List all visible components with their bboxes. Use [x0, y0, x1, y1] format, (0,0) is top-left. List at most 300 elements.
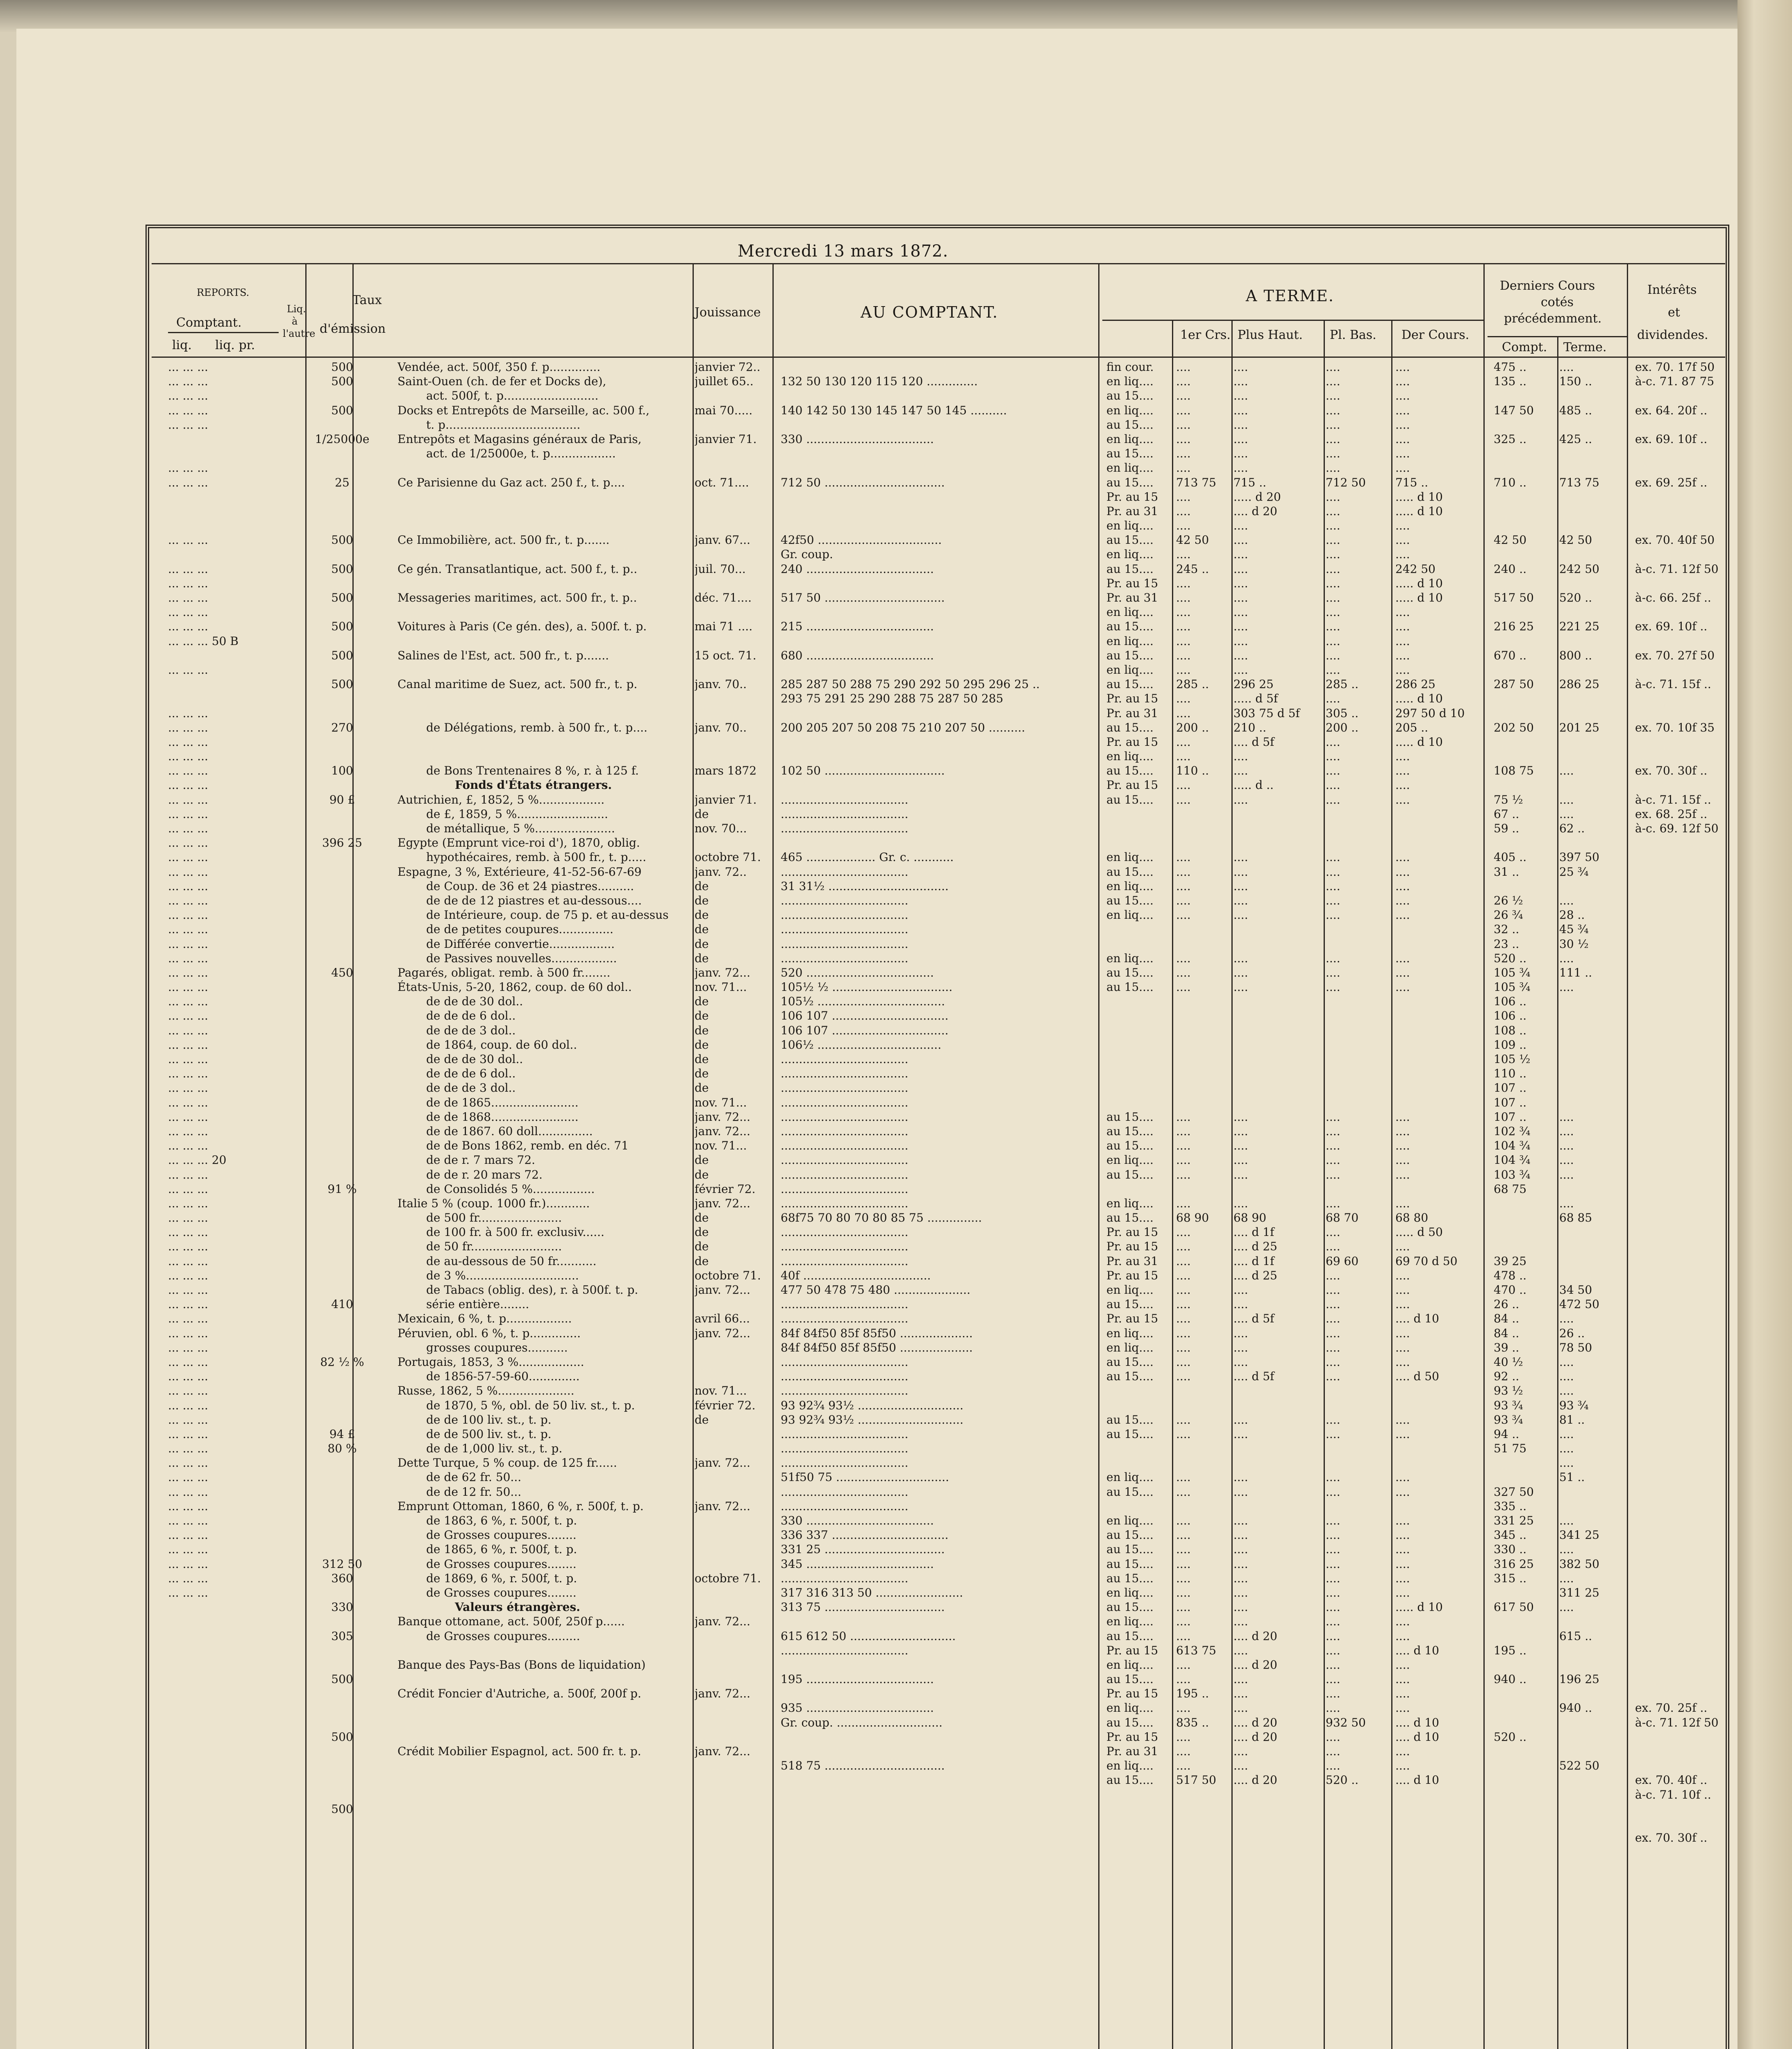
table-cell: [1635, 1023, 1731, 1038]
table-cell: oct. 71....: [695, 475, 749, 489]
table-cell: ....: [1395, 1615, 1410, 1629]
table-cell: [1233, 1182, 1324, 1196]
table-cell: au 15....: [1106, 1629, 1154, 1643]
table-cell: [781, 504, 1088, 518]
table-cell: [1559, 1225, 1625, 1239]
table-cell: 465 ................... Gr. c. ...........: [781, 850, 954, 864]
table-cell: ....: [1233, 648, 1248, 662]
table-cell: ....: [1176, 605, 1191, 619]
table-cell: au 15....: [1106, 389, 1154, 403]
table-cell: [695, 1629, 772, 1643]
table-cell: de: [695, 1413, 709, 1427]
table-cell: [1494, 663, 1555, 677]
table-cell: au 15....: [1106, 620, 1154, 634]
table-cell: ....: [1233, 663, 1248, 677]
table-cell: Saint-Ouen (ch. de fer et Docks de),: [397, 375, 606, 388]
header-terme: Terme.: [1563, 340, 1607, 354]
table-cell: ....: [1395, 1759, 1410, 1773]
table-cell: [1233, 1081, 1324, 1095]
table-cell: [695, 461, 772, 475]
table-cell: Pr. au 15: [1106, 1240, 1158, 1254]
table-cell: 103 ¾: [1494, 1168, 1531, 1181]
table-cell: [397, 1730, 703, 1744]
table-cell: [1395, 1066, 1481, 1081]
table-cell: 680 ...................................: [781, 648, 934, 662]
table-cell: [781, 706, 1088, 720]
table-cell: [397, 1715, 703, 1730]
table-cell: ....: [1326, 1283, 1340, 1297]
table-cell: de: [695, 1052, 709, 1066]
terme-subheader-rule: [1102, 320, 1483, 321]
table-cell: [1559, 778, 1625, 792]
table-cell: [1635, 605, 1731, 619]
table-cell: ....: [1233, 1124, 1248, 1138]
table-cell: [1559, 1066, 1625, 1081]
table-cell: ....: [1326, 965, 1340, 979]
comptant-subheader-rule: [168, 332, 279, 333]
table-cell: ...................................: [781, 1182, 908, 1196]
table-cell: ....: [1326, 634, 1340, 648]
table-cell: 311 25: [1559, 1586, 1599, 1599]
table-cell: [695, 1441, 772, 1456]
table-cell: 94 ..: [1494, 1427, 1519, 1441]
table-cell: ....: [1326, 951, 1340, 965]
table-cell: ...................................: [781, 1456, 908, 1470]
table-cell: 477 50 478 75 480 .....................: [781, 1283, 970, 1297]
table-cell: ....: [1395, 1110, 1410, 1124]
table-cell: en liq....: [1106, 750, 1154, 763]
table-cell: ....: [1176, 1355, 1191, 1369]
table-cell: 410: [331, 1297, 353, 1311]
table-cell: [1559, 1485, 1625, 1499]
table-cell: [309, 1658, 375, 1672]
table-cell: ....: [1233, 1687, 1248, 1701]
table-cell: [781, 576, 1088, 591]
table-cell: [1559, 1730, 1625, 1744]
table-cell: [1395, 1398, 1481, 1413]
table-cell: Crédit Foncier d'Autriche, a. 500f, 200f p.: [397, 1687, 641, 1701]
table-cell: [1635, 865, 1731, 879]
header-liq: liq.: [172, 338, 192, 352]
table-cell: 84f 84f50 85f 85f50 ....................: [781, 1340, 973, 1354]
table-cell: ....: [1326, 1701, 1340, 1715]
table-cell: ..... d 10: [1395, 490, 1443, 504]
table-cell: de de 500 liv. st., t. p.: [426, 1427, 552, 1441]
table-cell: 106½ ..................................: [781, 1038, 942, 1052]
table-cell: [1559, 1081, 1625, 1095]
table-cell: [168, 446, 299, 461]
table-cell: ....: [1559, 1196, 1574, 1210]
table-cell: 670 ..: [1494, 648, 1527, 662]
table-cell: [1326, 1023, 1389, 1038]
table-cell: 93 ¾: [1559, 1398, 1589, 1412]
table-cell: [1326, 922, 1389, 936]
table-cell: ... ... ...: [168, 533, 208, 547]
table-cell: ....: [1326, 403, 1340, 417]
table-cell: ....: [1395, 1672, 1410, 1686]
table-cell: ....: [1559, 807, 1574, 821]
table-cell: ... ... ...: [168, 403, 208, 417]
table-cell: ....: [1559, 1312, 1574, 1326]
table-cell: 303 75 d 5f: [1233, 706, 1300, 720]
table-cell: 26 ..: [1559, 1326, 1585, 1340]
table-cell: 270: [331, 720, 353, 734]
table-cell: [1395, 1182, 1481, 1196]
table-cell: [1635, 980, 1731, 994]
table-cell: [1176, 1023, 1231, 1038]
table-cell: Docks et Entrepôts de Marseille, ac. 500 f.,: [397, 403, 650, 417]
table-cell: ex. 70. 27f 50: [1635, 648, 1715, 662]
table-cell: 518 75 .................................: [781, 1759, 945, 1773]
table-cell: Pagarés, obligat. remb. à 500 fr........: [397, 965, 611, 979]
table-cell: [309, 1311, 375, 1326]
table-cell: ....: [1395, 403, 1410, 417]
table-cell: 715 ..: [1395, 475, 1429, 489]
table-cell: [695, 576, 772, 591]
table-cell: ..... d 5f: [1233, 692, 1278, 706]
table-cell: [1559, 1658, 1625, 1672]
table-cell: ... ... ...: [168, 995, 208, 1009]
table-cell: 105½ ½ .................................: [781, 980, 953, 994]
table-cell: [1635, 850, 1731, 864]
table-cell: ....: [1233, 1485, 1248, 1499]
table-cell: [309, 1773, 375, 1787]
table-cell: [1106, 1066, 1172, 1081]
table-cell: [1559, 663, 1625, 677]
table-cell: [1559, 461, 1625, 475]
table-cell: [1635, 1413, 1731, 1427]
table-cell: [695, 418, 772, 432]
table-cell: [781, 749, 1088, 763]
table-cell: de 500 fr.......................: [426, 1211, 562, 1225]
table-cell: ....: [1176, 504, 1191, 518]
table-cell: ....: [1559, 1139, 1574, 1153]
table-cell: [1635, 1095, 1731, 1110]
table-cell: ....: [1395, 1168, 1410, 1181]
table-cell: 216 25: [1494, 620, 1534, 634]
table-cell: [1635, 1355, 1731, 1369]
table-cell: 242 50: [1395, 562, 1435, 576]
table-cell: 472 50: [1559, 1297, 1599, 1311]
table-cell: 42f50 ..................................: [781, 533, 942, 547]
table-cell: .... d 25: [1233, 1268, 1277, 1282]
table-cell: ....: [1559, 980, 1574, 994]
table-cell: [1233, 1441, 1324, 1456]
table-cell: Pr. au 15: [1106, 1312, 1158, 1326]
table-cell: ....: [1233, 1297, 1248, 1311]
table-cell: [1395, 821, 1481, 836]
table-cell: ....: [1395, 1297, 1410, 1311]
table-cell: ....: [1395, 965, 1410, 979]
table-cell: [1176, 937, 1231, 951]
table-cell: [397, 576, 703, 591]
table-cell: [397, 706, 703, 720]
table-cell: ....: [1395, 850, 1410, 864]
table-cell: ....: [1559, 1370, 1574, 1383]
table-cell: mai 70.....: [695, 403, 753, 417]
table-cell: [1233, 1095, 1324, 1110]
table-cell: de au-dessous de 50 fr...........: [426, 1254, 597, 1268]
table-cell: ....: [1176, 1268, 1191, 1282]
table-cell: 42 50: [1494, 533, 1527, 547]
table-cell: ....: [1176, 750, 1191, 763]
table-cell: [1326, 1182, 1389, 1196]
table-cell: 26 ½: [1494, 893, 1523, 907]
table-cell: [695, 1355, 772, 1369]
table-cell: 62 ..: [1559, 822, 1585, 835]
table-cell: de: [695, 893, 709, 907]
table-cell: [1494, 1701, 1555, 1715]
table-cell: 305: [331, 1629, 353, 1643]
table-cell: de de 1,000 liv. st., t. p.: [426, 1442, 563, 1456]
table-cell: au 15....: [1106, 1355, 1154, 1369]
table-cell: au 15....: [1106, 1413, 1154, 1427]
table-cell: [695, 1715, 772, 1730]
table-cell: ....: [1559, 893, 1574, 907]
table-cell: [695, 446, 772, 461]
table-cell: [309, 547, 375, 561]
table-cell: [309, 1413, 375, 1427]
table-cell: [397, 504, 703, 518]
table-cell: ....: [1395, 1745, 1410, 1758]
table-cell: [1395, 937, 1481, 951]
table-cell: 520 ...................................: [781, 965, 934, 979]
table-cell: ... ... ...: [168, 1528, 208, 1542]
table-cell: ....: [1176, 1326, 1191, 1340]
table-cell: 315 ..: [1494, 1571, 1527, 1585]
table-cell: 382 50: [1559, 1557, 1599, 1571]
table-cell: ....: [1326, 1225, 1340, 1239]
table-cell: [1635, 1600, 1731, 1614]
table-cell: ... ... ...: [168, 1326, 208, 1340]
table-cell: 32 ..: [1494, 922, 1519, 936]
table-cell: ....: [1326, 418, 1340, 432]
table-cell: 45 ¾: [1559, 922, 1589, 936]
table-cell: [1395, 922, 1481, 936]
table-cell: au 15....: [1106, 980, 1154, 994]
table-cell: [1106, 1456, 1172, 1470]
table-cell: de: [695, 937, 709, 951]
table-cell: [309, 1499, 375, 1513]
table-cell: 23 ..: [1494, 937, 1519, 951]
table-cell: hypothécaires, remb. à 500 fr., t. p.....: [426, 850, 646, 864]
table-cell: octobre 71.: [695, 850, 761, 864]
table-cell: ....: [1326, 1600, 1340, 1614]
table-cell: ....: [1395, 533, 1410, 547]
table-cell: ....: [1233, 764, 1248, 778]
table-cell: ....: [1395, 1629, 1410, 1643]
table-cell: 450: [331, 965, 353, 979]
table-cell: 34 50: [1559, 1283, 1592, 1297]
table-cell: ....: [1176, 461, 1191, 475]
table-cell: [309, 1066, 375, 1081]
table-cell: ....: [1176, 1340, 1191, 1354]
table-cell: ....: [1233, 1586, 1248, 1599]
table-cell: ex. 70. 40f 50: [1635, 533, 1715, 547]
table-cell: [1635, 576, 1731, 591]
table-cell: 68 85: [1559, 1211, 1592, 1225]
table-cell: [1395, 1052, 1481, 1066]
table-cell: [309, 1168, 375, 1182]
table-cell: [1559, 490, 1625, 504]
table-cell: ex. 68. 25f ..: [1635, 807, 1708, 821]
table-cell: [1233, 1052, 1324, 1066]
table-cell: [309, 865, 375, 879]
table-cell: .... d 20: [1233, 504, 1277, 518]
table-cell: ... ... ...: [168, 1586, 208, 1599]
table-cell: [1635, 1110, 1731, 1124]
table-cell: ...................................: [781, 1499, 908, 1513]
table-cell: [1395, 994, 1481, 1009]
col-rule-ct: [1627, 263, 1628, 2049]
table-cell: [781, 446, 1088, 461]
table-cell: [695, 490, 772, 504]
table-cell: de: [695, 1153, 709, 1167]
table-cell: 81 ..: [1559, 1413, 1585, 1427]
table-cell: ... ... ...: [168, 1398, 208, 1412]
table-cell: 196 25: [1559, 1672, 1599, 1686]
table-cell: ....: [1395, 778, 1410, 792]
table-cell: [1559, 1038, 1625, 1052]
table-cell: ....: [1176, 793, 1191, 806]
table-cell: [1106, 821, 1172, 836]
table-cell: ....: [1395, 1571, 1410, 1585]
table-cell: à-c. 66. 25f ..: [1635, 591, 1711, 604]
table-cell: ex. 70. 25f ..: [1635, 1701, 1708, 1715]
table-cell: 105 ½: [1494, 1052, 1531, 1066]
table-cell: ....: [1326, 1340, 1340, 1354]
table-cell: Pr. au 31: [1106, 706, 1158, 720]
table-cell: janv. 72...: [695, 1615, 751, 1629]
table-cell: 39 25: [1494, 1254, 1527, 1268]
table-cell: [309, 1268, 375, 1283]
table-cell: de: [695, 922, 709, 936]
table-cell: [1176, 1398, 1231, 1413]
page-edge: [1737, 0, 1792, 2049]
table-cell: [309, 1513, 375, 1528]
table-cell: ...................................: [781, 793, 908, 806]
table-cell: [1559, 388, 1625, 403]
table-cell: ....: [1233, 1759, 1248, 1773]
table-cell: 93 ¾: [1494, 1398, 1523, 1412]
table-cell: [1559, 1643, 1625, 1658]
table-cell: Pr. au 31: [1106, 504, 1158, 518]
table-cell: ....: [1395, 1542, 1410, 1556]
table-cell: ex. 70. 30f ..: [1635, 764, 1708, 778]
table-cell: [1559, 1095, 1625, 1110]
table-cell: [1635, 778, 1731, 792]
table-cell: 330 ..: [1494, 1542, 1527, 1556]
table-cell: de: [695, 1211, 709, 1225]
scan-top-edge: [0, 0, 1792, 33]
table-cell: 293 75 291 25 290 288 75 287 50 285: [781, 692, 1004, 706]
table-cell: ....: [1326, 1745, 1340, 1758]
table-cell: janvier 71.: [695, 793, 757, 806]
table-cell: ....: [1559, 1153, 1574, 1167]
table-cell: série entière........: [426, 1297, 529, 1311]
table-cell: ....: [1559, 1124, 1574, 1138]
header-jouissance: Jouissance: [695, 305, 761, 320]
table-cell: [1106, 1081, 1172, 1095]
table-cell: ....: [1326, 533, 1340, 547]
table-cell: [695, 547, 772, 561]
table-cell: [309, 388, 375, 403]
table-cell: [1395, 836, 1481, 850]
table-cell: Emprunt Ottoman, 1860, 6 %, r. 500f, t. p.: [397, 1499, 644, 1513]
table-cell: ....: [1233, 1600, 1248, 1614]
table-cell: [309, 1340, 375, 1355]
table-cell: ....: [1233, 605, 1248, 619]
table-cell: au 15....: [1106, 475, 1154, 489]
table-cell: ....: [1395, 1658, 1410, 1672]
table-cell: au 15....: [1106, 1528, 1154, 1542]
table-cell: [695, 735, 772, 749]
table-cell: de: [695, 1168, 709, 1181]
table-cell: [1559, 1744, 1625, 1758]
table-cell: 106 ..: [1494, 1009, 1527, 1023]
table-cell: t. p.....................................: [426, 418, 581, 432]
table-cell: Russe, 1862, 5 %.....................: [397, 1384, 575, 1398]
table-cell: [397, 518, 703, 533]
table-cell: ....: [1176, 1528, 1191, 1542]
table-cell: ... ... ...: [168, 850, 208, 864]
table-cell: au 15....: [1106, 1485, 1154, 1499]
table-cell: 105½ ...................................: [781, 995, 945, 1009]
table-cell: de Grosses coupures........: [426, 1557, 577, 1571]
header-top-rule: [152, 263, 1725, 264]
table-cell: [1559, 1614, 1625, 1629]
table-cell: ... ... ...: [168, 706, 208, 720]
table-cell: 325 ..: [1494, 432, 1527, 446]
table-cell: de: [695, 1009, 709, 1023]
table-cell: nov. 71...: [695, 980, 747, 994]
table-cell: act. 500f, t. p..........................: [426, 389, 599, 403]
table-cell: au 15....: [1106, 1773, 1154, 1787]
table-cell: [1635, 461, 1731, 475]
table-cell: ..... d 10: [1395, 591, 1443, 604]
table-cell: [1635, 1802, 1731, 1816]
table-cell: ....: [1176, 692, 1191, 706]
table-cell: Pr. au 15: [1106, 576, 1158, 590]
table-cell: [1494, 1456, 1555, 1470]
table-cell: janv. 72...: [695, 1687, 751, 1701]
table-cell: .... d 1f: [1233, 1254, 1274, 1268]
table-cell: Crédit Mobilier Espagnol, act. 500 fr. t. p.: [397, 1745, 641, 1758]
table-cell: ....: [1176, 663, 1191, 677]
table-cell: ....: [1326, 1470, 1340, 1484]
table-cell: de: [695, 1023, 709, 1037]
table-cell: Pr. au 15: [1106, 1643, 1158, 1657]
table-cell: ... ... ...: [168, 893, 208, 907]
table-cell: ...................................: [781, 1442, 908, 1456]
table-cell: [695, 1672, 772, 1686]
table-cell: [309, 1110, 375, 1124]
table-cell: 26 ¾: [1494, 908, 1523, 922]
table-cell: ... ... ...: [168, 750, 208, 763]
table-cell: [1106, 836, 1172, 850]
table-cell: de Passives nouvelles..................: [426, 951, 617, 965]
table-cell: [1326, 1499, 1389, 1513]
table-cell: 201 25: [1559, 720, 1599, 734]
table-cell: [781, 634, 1088, 648]
table-cell: 520 ..: [1494, 951, 1527, 965]
table-cell: ... ... ...: [168, 1211, 208, 1225]
table-cell: [695, 663, 772, 677]
table-cell: en liq....: [1106, 634, 1154, 648]
table-cell: ....: [1326, 865, 1340, 879]
table-cell: 1/25000e: [315, 432, 370, 446]
table-cell: juil. 70...: [695, 562, 746, 576]
